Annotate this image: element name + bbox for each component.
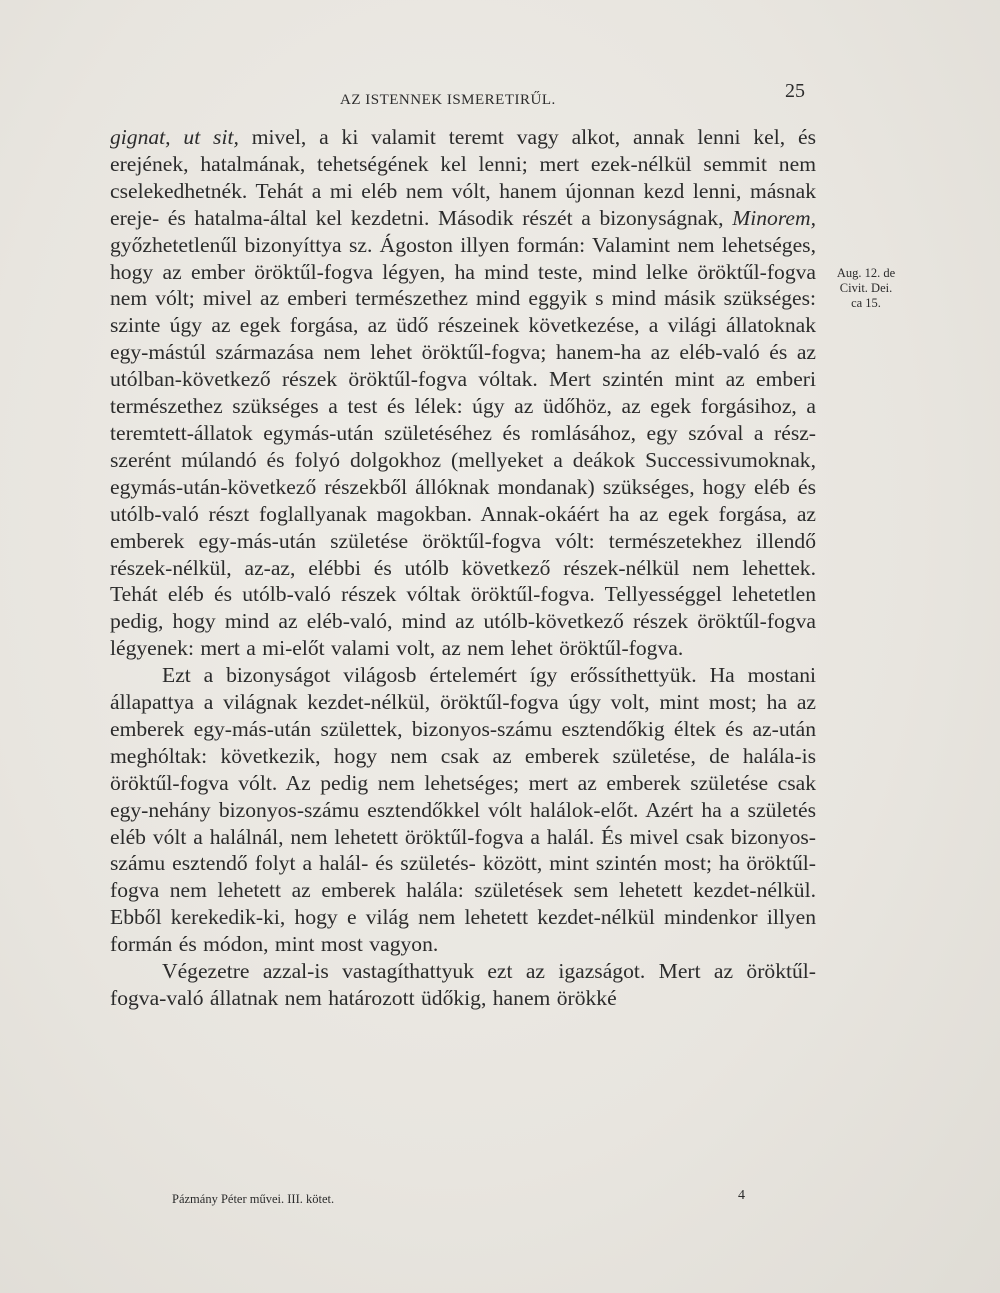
- page-number: 25: [785, 80, 805, 102]
- paragraph-1: [110, 124, 816, 662]
- paragraph-1-text-b: győzhetetlenűl bizonyíttya sz. Ágoston illyen formán: Valamint nem lehetséges, hogy az ember öröktűl-fogva légyen, ha mind teste, mind lelke öröktűl-fogva nem vólt; mivel az emberi természethez mind eggyik s mind másik szükséges: szinte úgy az egek forgása, az üdő részeinek következése, a világi állatoknak egy-mástúl származása nem lehet öröktűl-fogva; hanem-ha az eléb-való és az utólban-következő részek öröktűl-fogva vóltak. Mert szintén mint az emberi természethez szükséges a test és lélek: úgy az üdőhöz, az egek forgásihoz, a teremtett-állatok egymás-után születéséhez és romlásához, egy szóval a rész-szerént múlandó és folyó dolgokhoz (mellyeket a deákok Successivumoknak, egymás-után-következő részekből állóknak mondanak) szükséges, hogy eléb és utólb-való részt foglallyanak magokban. Annak-okáért ha az egek forgása, az emberek egy-más-után születése öröktűl-fogva vólt: természetekhez illendő részek-nélkül, az-az, elébbi és utólb következő részek-nélkül nem lehettek. Tehát eléb és utólb-való részek vóltak öröktűl-fogva. Tellyességgel lehetetlen pedig, hogy mind az eléb-való, mind az utólb-következő részek öröktűl-fogva légyenek: mert a mi-előt valami volt, az nem lehet öröktűl-fogva.: [110, 232, 816, 661]
- sheet-number: 4: [738, 1188, 745, 1203]
- italic-phrase: gignat, ut sit,: [110, 125, 239, 149]
- signature-line: Pázmány Péter művei. III. kötet.: [172, 1192, 335, 1206]
- paragraph-3: Végezetre azzal-is vastagíthattyuk ezt az igazságot. Mert az öröktűl-fogva-való állatnak nem határozott üdőkig, hanem örökké: [110, 959, 816, 1010]
- margin-note-line: Aug. 12. de: [836, 266, 896, 280]
- margin-note-line: ca 15.: [851, 296, 881, 310]
- body-text: [110, 124, 816, 1012]
- paragraph-1-text-a: mivel, a ki valamit teremt vagy alkot, annak lenni kel, és erejének, hatalmának, tehetségének kel lenni; mert ezek-nélkül semmit nem cselekedhetnék. Tehát a mi eléb nem vólt, hanem újonnan kezd lenni, másnak ereje- és hatalma-által kel kezdetni. Második részét a bizonyságnak,: [110, 125, 816, 230]
- paragraph-2: Ezt a bizonyságot világosb értelemért így erőssíthettyük. Ha mostani állapattya a világnak kezdet-nélkül, öröktűl-fogva úgy volt, mint most; ha az emberek egy-más-után születtek, bizonyos-számu esztendőkig éltek és az-után meghóltak: következik, hogy nem csak az emberek születése, de halála-is öröktűl-fogva vólt. Az pedig nem lehetséges; mert az emberek születése csak egy-nehány bizonyos-számu esztendőkkel vólt halálok-előt. Azért ha a születés eléb vólt a halálnál, nem lehetett öröktűl-fogva a halál. És mivel csak bizonyos-számu esztendő folyt a halál- és születés- között, mint szintén most; ha öröktűl-fogva nem lehetett az emberek halála: születések sem lehetett kezdet-nélkül. Ebből kerekedik-ki, hogy e világ nem lehetett kezdet-nélkül mindenkor illyen formán és módon, mint most vagyon.: [110, 663, 816, 957]
- running-title: AZ ISTENNEK ISMERETIRŰL.: [340, 92, 556, 108]
- margin-note-citation: [816, 266, 916, 311]
- italic-term-minorem: Minorem,: [732, 205, 816, 230]
- margin-note-line: Civit. Dei.: [839, 281, 893, 295]
